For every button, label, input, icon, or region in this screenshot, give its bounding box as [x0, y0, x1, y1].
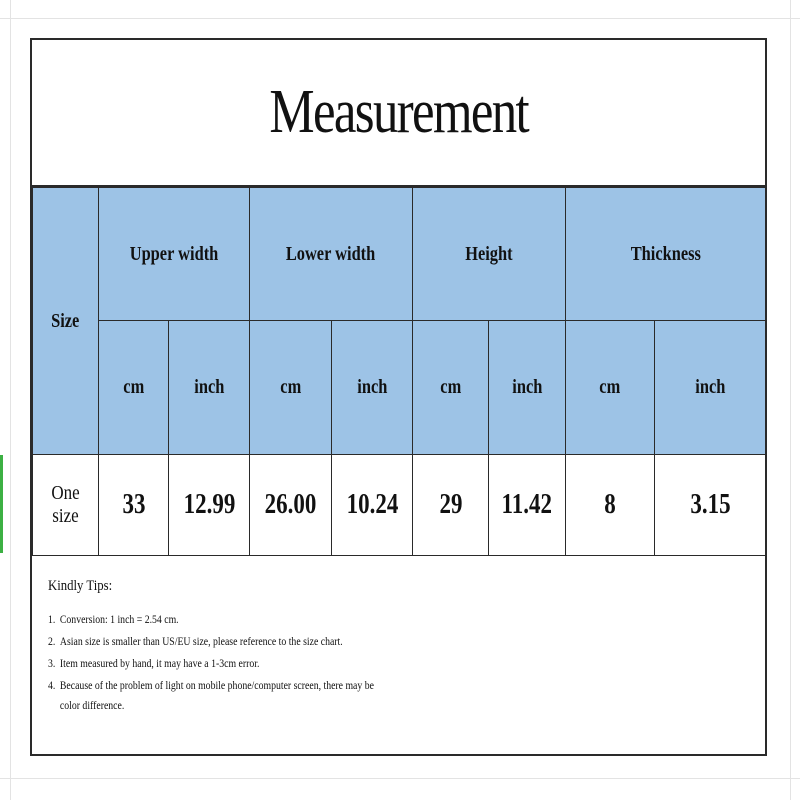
value-cell: 3.15 [655, 455, 766, 556]
measurement-sheet [30, 38, 767, 756]
list-item: 2. Asian size is smaller than US/EU size, please reference to the size chart. [48, 636, 343, 648]
unit-header-cell: inch [169, 321, 250, 455]
value-cell: 33 [99, 455, 169, 556]
list-item: 1. Conversion: 1 inch = 2.54 cm. [48, 614, 179, 626]
size-header-cell: Size [33, 188, 99, 455]
value-cell: 29 [413, 455, 489, 556]
table-row [33, 455, 766, 556]
value-cell: 12.99 [169, 455, 250, 556]
unit-header-cell: inch [489, 321, 566, 455]
unit-header-cell: inch [332, 321, 413, 455]
cell-selection-marker [0, 455, 3, 553]
unit-header-cell: cm [99, 321, 169, 455]
group-header-thickness: Thickness [566, 188, 766, 321]
header-row-groups [33, 188, 766, 321]
kindly-tips [32, 556, 765, 756]
unit-header-cell: cm [566, 321, 655, 455]
list-item: 3. Item measured by hand, it may have a 1-3cm error. [48, 658, 260, 670]
group-header-height: Height [413, 188, 566, 321]
list-item: 4. Because of the problem of light on mobile phone/computer screen, there may be color difference. [48, 680, 374, 712]
title-row [32, 40, 765, 187]
page-title: Measurement [269, 78, 528, 146]
value-cell: 26.00 [250, 455, 332, 556]
unit-header-cell: cm [250, 321, 332, 455]
tips-heading: Kindly Tips: [48, 578, 113, 594]
group-header-upper-width: Upper width [99, 188, 250, 321]
unit-header-cell: inch [655, 321, 766, 455]
value-cell: 11.42 [489, 455, 566, 556]
value-cell: 10.24 [332, 455, 413, 556]
tips-list [48, 609, 765, 715]
header-row-units [33, 321, 766, 455]
size-cell: One size [33, 455, 99, 556]
unit-header-cell: cm [413, 321, 489, 455]
measurement-table [32, 187, 766, 556]
value-cell: 8 [566, 455, 655, 556]
group-header-lower-width: Lower width [250, 188, 413, 321]
